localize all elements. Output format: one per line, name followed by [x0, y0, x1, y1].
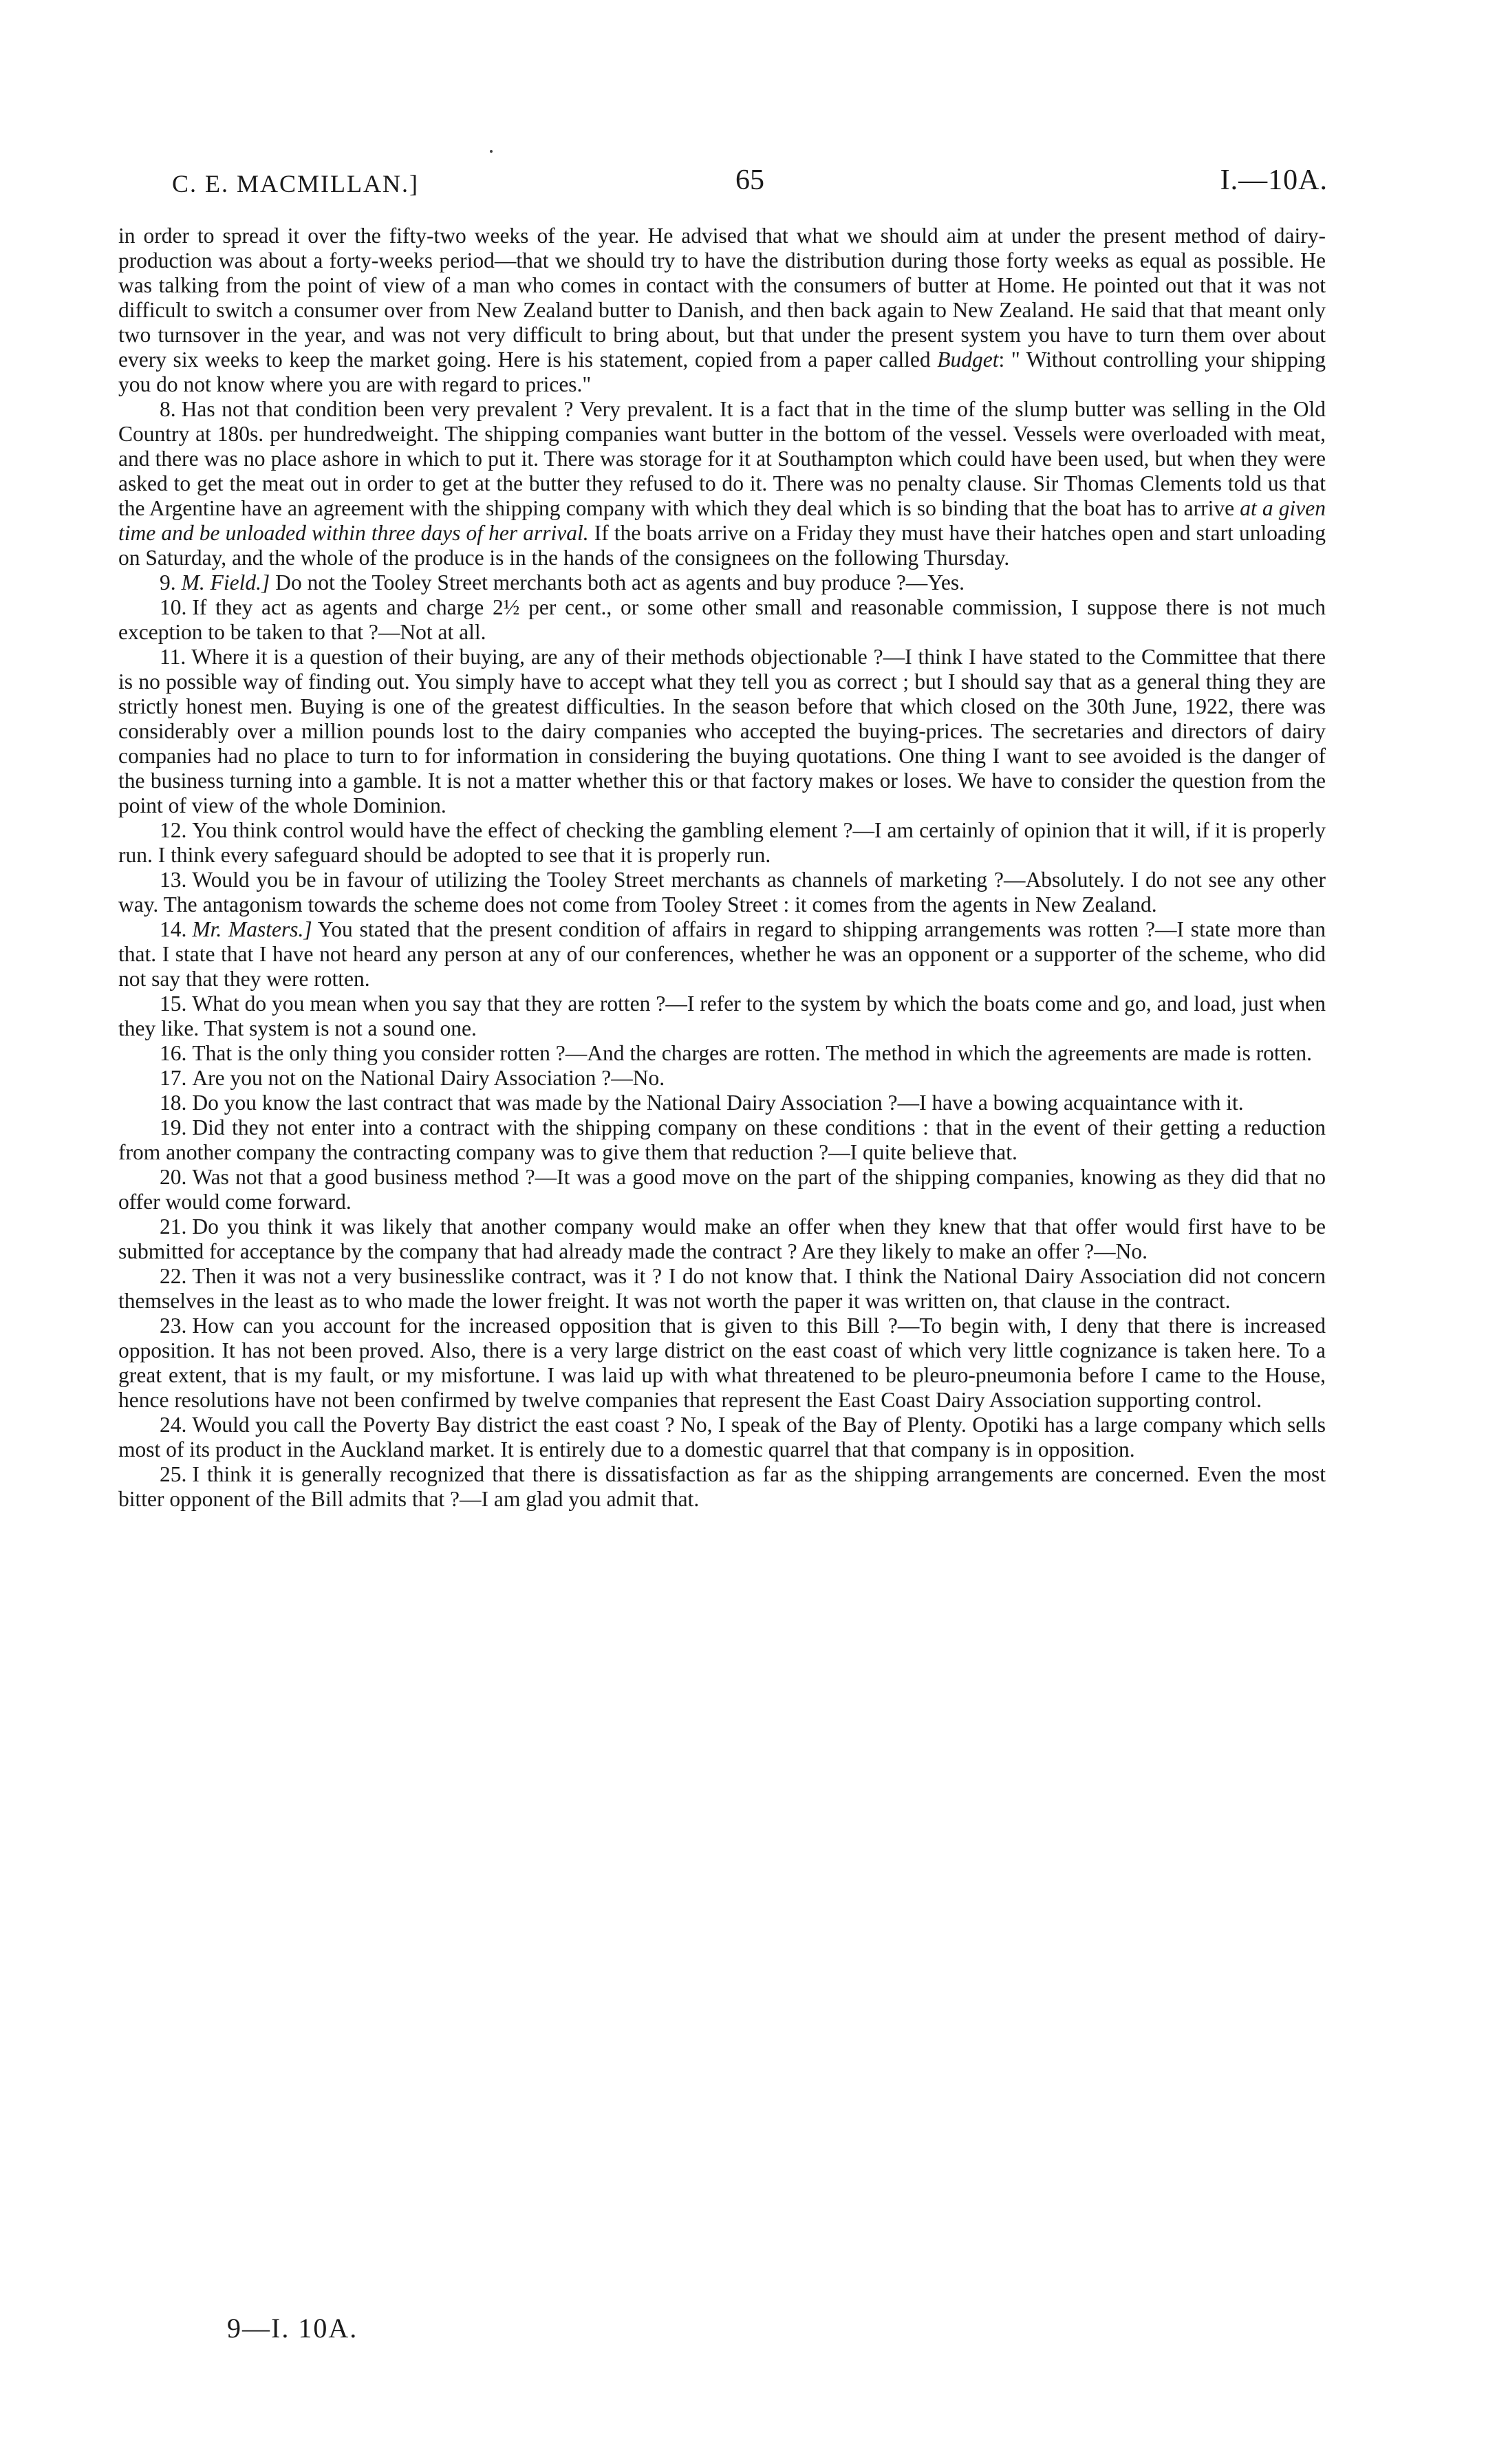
- question-paragraph: 20. Was not that a good business method ?—It was a good move on the part of the shipping companies, knowing as they did that no offer would come forward.: [118, 1165, 1326, 1214]
- question-paragraph: 21. Do you think it was likely that another company would make an offer when they knew that that offer would first have to be submitted for acceptance by the company that had already made the contract ? Are they likely to make an offer ?—No.: [118, 1214, 1326, 1263]
- question-paragraph: 12. You think control would have the effect of checking the gambling element ?—I am certainly of opinion that it will, if it is properly run. I think every safeguard should be adopted to see that it is properly run.: [118, 818, 1326, 867]
- question-paragraph: 8. Has not that condition been very prevalent ? Very prevalent. It is a fact that in the time of the slump butter was selling in the Old Country at 180s. per hundredweight. The shipping companies want butter in the bottom of the vessel. Vessels were overloaded with meat, and there was no place ashore in which to put it. There was storage for it at Southampton which could have been used, but when they were asked to get the meat out in order to get at the butter they refused to do it. There was no penalty clause. Sir Thomas Clements told us that the Argentine have an agreement with the shipping company with which they deal which is so binding that the boat has to arrive at a given time and be unloaded within three days of her arrival. If the boats arrive on a Friday they must have their hatches open and start unloading on Saturday, and the whole of the produce is in the hands of the consignees on the following Thursday.: [118, 397, 1326, 570]
- question-paragraph: 23. How can you account for the increased opposition that is given to this Bill ?—To begin with, I deny that there is increased opposition. It has not been proved. Also, there is a very large district on the east coast of which very little cognizance is taken here. To a great extent, that is my fault, or my misfortune. I was laid up with what threatened to be pleuro-pneumonia before I came to the House, hence resolutions have not been confirmed by twelve companies that represent the East Coast Dairy Association supporting control.: [118, 1314, 1326, 1412]
- question-paragraph: 22. Then it was not a very businesslike contract, was it ? I do not know that. I think the National Dairy Association did not concern themselves in the least as to who made the lower freight. It was not worth the paper it was written on, that clause in the contract.: [118, 1264, 1326, 1313]
- question-paragraph: 19. Did they not enter into a contract with the shipping company on these conditions : that in the event of their getting a reduction from another company the contracting company was to give them that reduction ?—I quite believe that.: [118, 1115, 1326, 1164]
- question-paragraph: 9. M. Field.] Do not the Tooley Street merchants both act as agents and buy produce ?—Yes.: [160, 570, 965, 594]
- header-author: C. E. MACMILLAN.]: [172, 170, 419, 197]
- question-paragraph: 14. Mr. Masters.] You stated that the present condition of affairs in regard to shipping arrangements was rotten ?—I state more than that. I state that I have not heard any person at any of our conferences, whether he was an opponent or a supporter of the scheme, who did not say that they were rotten.: [118, 917, 1326, 991]
- print-mark: [490, 150, 493, 153]
- page-number: 65: [735, 164, 764, 196]
- page-header: [172, 164, 1328, 205]
- question-paragraph: 17. Are you not on the National Dairy Association ?—No.: [160, 1066, 665, 1090]
- question-paragraph: 11. Where it is a question of their buying, are any of their methods objectionable ?—I think I have stated to the Committee that there is no possible way of finding out. You simply have to accept what they tell you as correct ; but I should say that as a general thing they are strictly honest men. Buying is one of the greatest difficulties. In the season before that which closed on the 30th June, 1922, there was considerably over a million pounds lost to the dairy companies who accepted the buying-prices. The secretaries and directors of dairy companies had no place to turn to for information in considering the buying quotations. One thing I want to see avoided is the danger of the business turning into a gamble. It is not a matter whether this or that factory makes or loses. We have to consider the question from the point of view of the whole Dominion.: [118, 645, 1326, 817]
- question-paragraph: 18. Do you know the last contract that was made by the National Dairy Association ?—I have a bowing acquaintance with it.: [160, 1091, 1244, 1115]
- question-paragraph: 25. I think it is generally recognized that there is dissatisfaction as far as the shipping arrangements are concerned. Even the most bitter opponent of the Bill admits that ?—I am glad you admit that.: [118, 1462, 1326, 1511]
- question-paragraph: 10. If they act as agents and charge 2½ per cent., or some other small and reasonable commission, I suppose there is not much exception to be taken to that ?—Not at all.: [118, 595, 1326, 644]
- continuation-paragraph: in order to spread it over the fifty-two weeks of the year. He advised that what we should aim at under the present method of dairy-production was about a forty-weeks period—that we should try to have the distribution during those forty weeks as equal as possible. He was talking from the point of view of a man who comes in contact with the consumers of butter at Home. He pointed out that it was not difficult to switch a consumer over from New Zealand butter to Danish, and then back again to New Zealand. He said that that meant only two turnsover in the year, and was not very difficult to bring about, but that under the present system you have to turn them over about every six weeks to keep the market going. Here is his statement, copied from a paper called Budget: " Without controlling your shipping you do not know where you are with regard to prices.": [118, 224, 1326, 396]
- question-paragraph: 13. Would you be in favour of utilizing the Tooley Street merchants as channels of marketing ?—Absolutely. I do not see any other way. The antagonism towards the scheme does not come from Tooley Street : it comes from the agents in New Zealand.: [118, 868, 1326, 917]
- paper-reference: I.—10A.: [1220, 164, 1328, 196]
- question-paragraph: 15. What do you mean when you say that they are rotten ?—I refer to the system by which the boats come and go, and load, just when they like. That system is not a sound one.: [118, 992, 1326, 1040]
- question-paragraph: 24. Would you call the Poverty Bay district the east coast ? No, I speak of the Bay of Plenty. Opotiki has a large company which sells most of its product in the Auckland market. It is entirely due to a domestic quarrel that that company is in opposition.: [118, 1413, 1326, 1461]
- question-paragraph: 16. That is the only thing you consider rotten ?—And the charges are rotten. The method in which the agreements are made is rotten.: [160, 1041, 1312, 1065]
- document-body: [118, 224, 1326, 1512]
- page-signature: 9—I. 10A.: [227, 2313, 358, 2344]
